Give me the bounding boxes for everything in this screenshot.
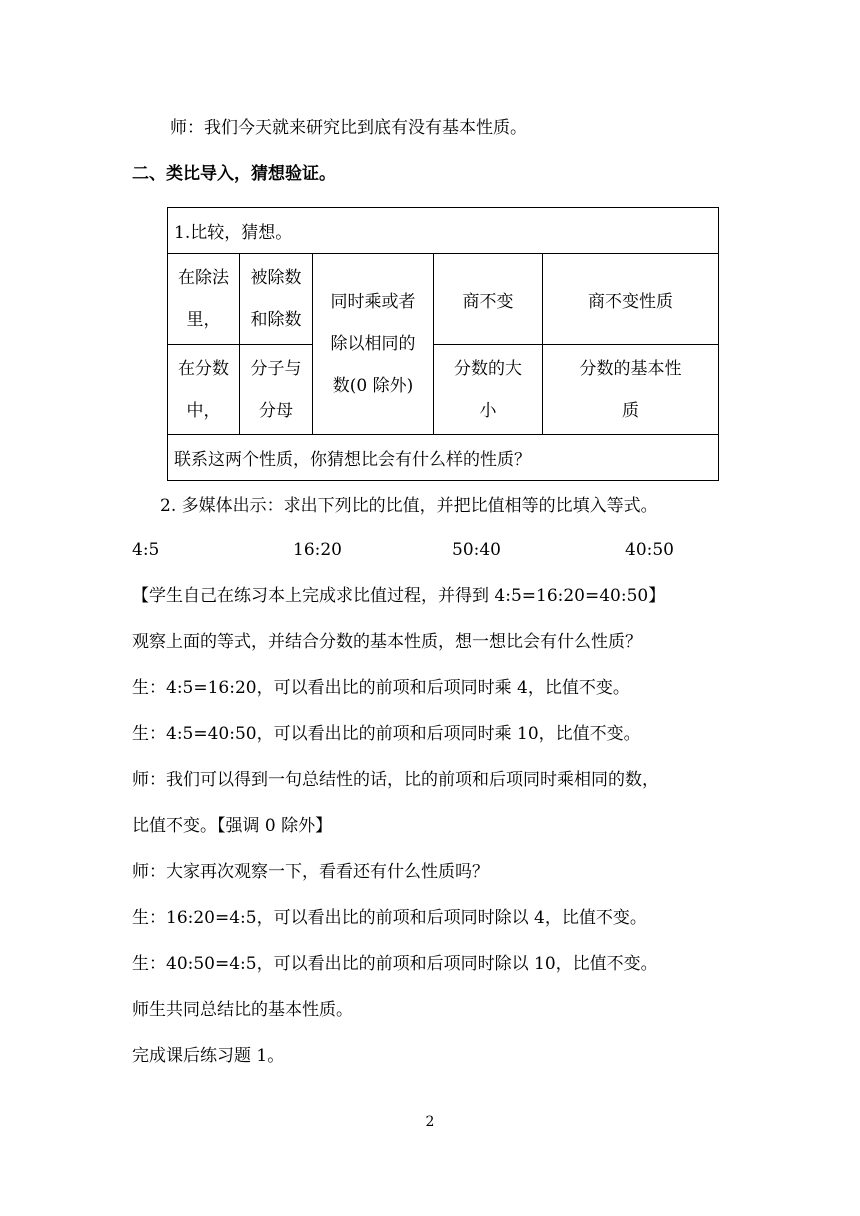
table-row (168, 254, 719, 345)
cell-text: 除以相同的 (330, 334, 416, 354)
cell-text: 同时乘或者 (330, 292, 416, 312)
cell-text: 分数的基本性 (579, 358, 682, 379)
ratio-2: 16:20 (293, 540, 342, 560)
teacher-summary: 师：我们可以得到一句总结性的话，比的前项和后项同时乘相同的数， (132, 770, 659, 790)
cell-text: 和除数 (250, 310, 302, 330)
cell-text: 被除数 (250, 268, 302, 288)
cell-text: 在除法 (178, 268, 229, 288)
cell-text: 小 (479, 400, 497, 421)
step2-text: 2. 多媒体出示：求出下列比的比值，并把比值相等的比填入等式。 (160, 496, 658, 516)
cell-text: 里， (186, 310, 221, 330)
table-cell: 商不变性质 (543, 254, 719, 345)
student-answer-2: 生：4:5=40:50，可以看出比的前项和后项同时乘 10，比值不变。 (132, 724, 641, 744)
table-cell (240, 345, 313, 435)
ratio-3: 50:40 (452, 540, 501, 560)
ratio-4: 40:50 (625, 540, 674, 560)
student-answer-1: 生：4:5=16:20，可以看出比的前项和后项同时乘 4，比值不变。 (132, 678, 630, 698)
cell-text: 分数的大 (454, 358, 522, 379)
student-answer-3: 生：16:20=4:5，可以看出比的前项和后项同时除以 4，比值不变。 (132, 908, 647, 928)
comparison-table (167, 207, 719, 481)
table-cell (434, 345, 543, 435)
cell-text: 在分数 (178, 358, 229, 379)
table-footer-row (168, 435, 719, 481)
table-cell (543, 345, 719, 435)
table-row (168, 345, 719, 435)
table-cell: 商不变 (434, 254, 543, 345)
table-cell (240, 254, 313, 345)
teacher-question: 师：大家再次观察一下，看看还有什么性质吗？ (132, 862, 489, 882)
table-cell (168, 345, 240, 435)
summary-text: 师生共同总结比的基本性质。 (132, 1000, 353, 1020)
teacher-summary-cont: 比值不变。【强调 0 除外】 (132, 816, 333, 836)
student-answer-4: 生：40:50=4:5，可以看出比的前项和后项同时除以 10，比值不变。 (132, 954, 658, 974)
intro-text: 师：我们今天就来研究比到底有没有基本性质。 (170, 118, 527, 138)
page-number: 2 (425, 1114, 435, 1130)
table-merged-cell (313, 254, 434, 435)
cell-text: 数(0 除外) (332, 376, 414, 396)
student-note: 【学生自己在练习本上完成求比值过程，并得到 4:5=16:20=40:50】 (132, 586, 666, 606)
observe-text: 观察上面的等式，并结合分数的基本性质，想一想比会有什么性质？ (132, 632, 642, 652)
cell-text: 分母 (259, 400, 293, 421)
table-footer-cell: 联系这两个性质，你猜想比会有什么样的性质？ (168, 435, 719, 481)
cell-text: 中， (186, 400, 221, 421)
table-header-row (168, 208, 719, 254)
ratio-1: 4:5 (132, 540, 160, 560)
table-header-cell: 1.比较，猜想。 (168, 208, 719, 254)
cell-text: 质 (622, 400, 639, 421)
table-cell (168, 254, 240, 345)
cell-text: 分子与 (250, 358, 302, 379)
section-heading: 二、类比导入，猜想验证。 (132, 164, 336, 184)
exercise-text: 完成课后练习题 1。 (132, 1046, 285, 1066)
